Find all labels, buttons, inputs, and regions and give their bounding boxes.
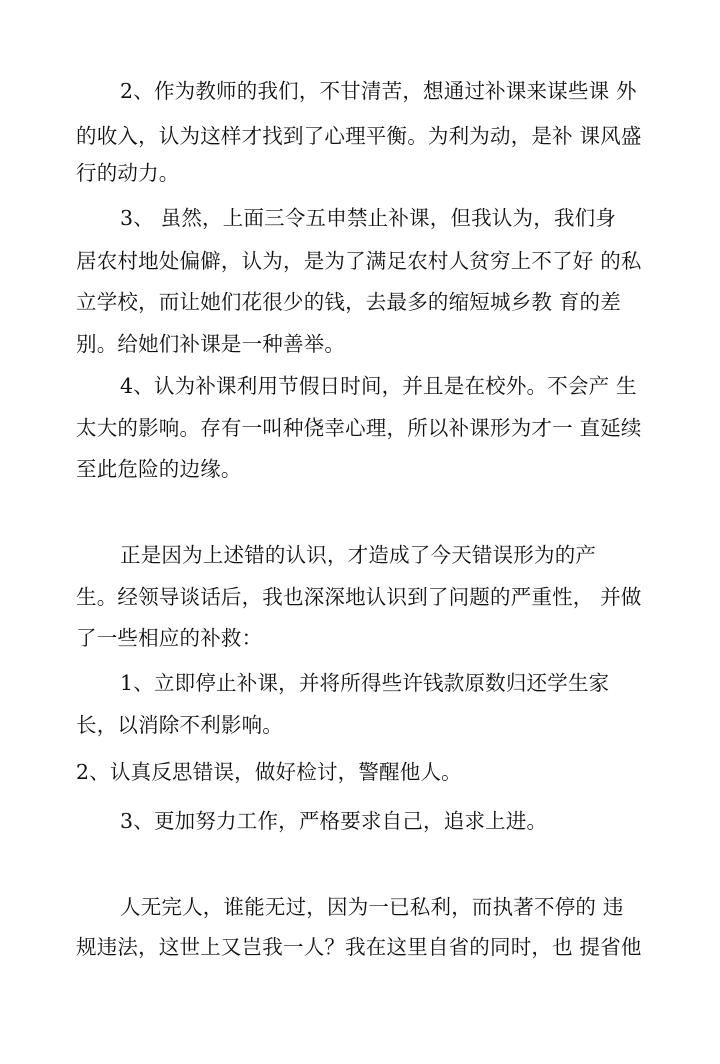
paragraph-3-line-2: 居农村地处偏僻，认为，是为了满足农村人贫穷上不了好 的私	[76, 249, 642, 273]
paragraph-5-line-2: 生。经领导谈话后，我也深深地认识到了问题的严重性， 并做	[76, 585, 642, 609]
paragraph-3-line-1: 3、 虽然，上面三令五申禁止补课，但我认为，我们身	[120, 206, 617, 230]
paragraph-3-line-4: 别。给她们补课是一种善举。	[76, 332, 346, 356]
paragraph-4-line-3: 至此危险的边缘。	[76, 457, 242, 481]
paragraph-4-line-2: 太大的影响。存有一叫种侥幸心理，所以补课形为才一 直延续	[76, 416, 642, 440]
paragraph-2-line-3: 行的动力。	[76, 161, 180, 185]
paragraph-4-line-1: 4、认为补课利用节假日时间，并且是在校外。不会产 生	[120, 374, 637, 398]
paragraph-5-line-1: 正是因为上述错的认识，才造成了今天错误形为的产	[120, 543, 597, 567]
paragraph-5-line-3: 了一些相应的补救：	[76, 626, 263, 650]
remedy-2-line: 2、认真反思错误，做好检讨，警醒他人。	[76, 760, 462, 784]
closing-paragraph-line-2: 规违法，这世上又岂我一人？我在这里自省的同时，也 提省他	[76, 935, 642, 959]
paragraph-2-line-1: 2、作为教师的我们，不甘清苦，想通过补课来谋些课 外	[120, 79, 637, 103]
remedy-1-line-1: 1、立即停止补课，并将所得些许钱款原数归还学生家	[120, 671, 610, 695]
remedy-1-line-2: 长，以消除不利影响。	[76, 713, 283, 737]
remedy-3-line: 3、更加努力工作，严格要求自己，追求上进。	[120, 809, 548, 833]
paragraph-3-line-3: 立学校，而让她们花很少的钱，去最多的缩短城乡教 育的差	[76, 290, 621, 314]
paragraph-2-line-2: 的收入，认为这样才找到了心理平衡。为利为动，是补 课风盛	[76, 124, 642, 148]
closing-paragraph-line-1: 人无完人，谁能无过，因为一已私利，而执著不停的 违	[120, 895, 624, 919]
